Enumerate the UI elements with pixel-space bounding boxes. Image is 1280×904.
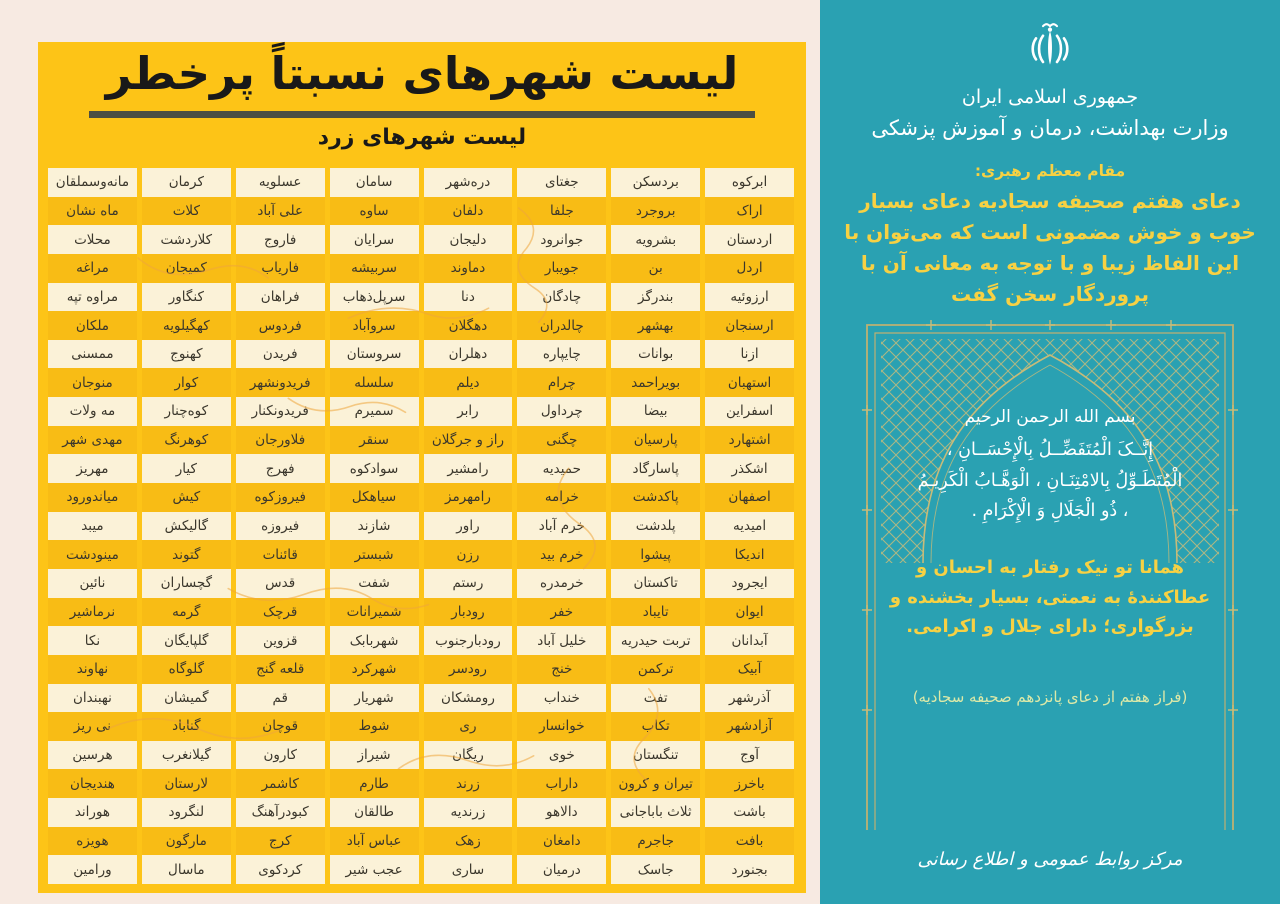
public-relations-footer: مرکز روابط عمومی و اطلاع رسانی	[917, 849, 1183, 870]
city-cell: قلعه گنج	[236, 655, 325, 684]
city-cell: آبدانان	[705, 626, 794, 655]
city-cell: هویزه	[48, 827, 137, 856]
prayer-line: إِنَّــکَ الْمُتَفَضِّــلُ بِالْإِحْسَــانِ ،	[946, 440, 1154, 460]
city-cell: شهریار	[330, 684, 419, 713]
city-cell: دهلران	[424, 340, 513, 369]
city-cell: نائین	[48, 569, 137, 598]
city-cell: راور	[424, 512, 513, 541]
city-cell: خرامه	[517, 483, 606, 512]
city-cell: اندیکا	[705, 540, 794, 569]
city-cell: سربیشه	[330, 254, 419, 283]
prayer-text-block	[861, 407, 1239, 706]
city-cell: نهبندان	[48, 684, 137, 713]
gov-name: جمهوری اسلامی ایران	[961, 86, 1139, 108]
city-cell: هندیجان	[48, 769, 137, 798]
city-cell: تفت	[611, 684, 700, 713]
city-cell: کیش	[142, 483, 231, 512]
city-cell: نی ریز	[48, 712, 137, 741]
city-cell: استهبان	[705, 368, 794, 397]
source-footnote: (فراز هفتم از دعای پانزدهم صحیفه سجادیه)	[912, 687, 1188, 706]
city-cell: هوراند	[48, 798, 137, 827]
city-cell: کارون	[236, 741, 325, 770]
city-cell: سوادکوه	[330, 454, 419, 483]
city-cell: رزن	[424, 540, 513, 569]
city-cell: چرداول	[517, 397, 606, 426]
city-cell: باشت	[705, 798, 794, 827]
city-cell: پلدشت	[611, 512, 700, 541]
city-cell: کهنوج	[142, 340, 231, 369]
city-cell: گرمه	[142, 598, 231, 627]
city-cell: سرایان	[330, 225, 419, 254]
city-cell: سروآباد	[330, 311, 419, 340]
city-cell: ورامین	[48, 855, 137, 884]
city-cell: قائنات	[236, 540, 325, 569]
city-cell: سرپل‌ذهاب	[330, 283, 419, 312]
city-cell: اراک	[705, 197, 794, 226]
city-cell: پاسارگاد	[611, 454, 700, 483]
city-cell: مراوه تپه	[48, 283, 137, 312]
city-cell: ری	[424, 712, 513, 741]
city-cell: گچساران	[142, 569, 231, 598]
city-cell: باخرز	[705, 769, 794, 798]
city-cell: اشتهارد	[705, 426, 794, 455]
city-cell: رامهرمز	[424, 483, 513, 512]
city-cell: گالیکش	[142, 512, 231, 541]
city-cell: خوانسار	[517, 712, 606, 741]
city-cell: ملکان	[48, 311, 137, 340]
city-cell: سیاهکل	[330, 483, 419, 512]
city-cell: کوار	[142, 368, 231, 397]
city-cell: قرچک	[236, 598, 325, 627]
city-cell: مه ولات	[48, 397, 137, 426]
city-cell: جویبار	[517, 254, 606, 283]
city-cell: دره‌شهر	[424, 168, 513, 197]
city-cell: ایوان	[705, 598, 794, 627]
city-cell: علی آباد	[236, 197, 325, 226]
city-cell: ساری	[424, 855, 513, 884]
city-table	[48, 168, 794, 884]
city-cell: مهدی شهر	[48, 426, 137, 455]
city-cell: گناباد	[142, 712, 231, 741]
city-cell: محلات	[48, 225, 137, 254]
city-cell: آبیک	[705, 655, 794, 684]
city-cell: دماوند	[424, 254, 513, 283]
city-cell: نکا	[48, 626, 137, 655]
city-cell: چایپاره	[517, 340, 606, 369]
city-cell: آوج	[705, 741, 794, 770]
city-cell: گمیشان	[142, 684, 231, 713]
city-cell: درمیان	[517, 855, 606, 884]
yellow-cities-panel	[38, 42, 806, 893]
city-cell: بهشهر	[611, 311, 700, 340]
city-cell: فلاورجان	[236, 426, 325, 455]
city-cell: رابر	[424, 397, 513, 426]
city-cell: زرندیه	[424, 798, 513, 827]
city-cell: طارم	[330, 769, 419, 798]
city-cell: شبستر	[330, 540, 419, 569]
city-cell: بن	[611, 254, 700, 283]
city-cell: هرسین	[48, 741, 137, 770]
city-cell: قدس	[236, 569, 325, 598]
city-cell: چگنی	[517, 426, 606, 455]
prayer-line: ، ذُو الْجَلَالِ وَ الْإِکْرَامِ .	[971, 501, 1129, 522]
city-cell: بندرگز	[611, 283, 700, 312]
city-cell: قم	[236, 684, 325, 713]
city-cell: پارسیان	[611, 426, 700, 455]
city-cell: ارزوئیه	[705, 283, 794, 312]
city-cell: اردستان	[705, 225, 794, 254]
city-cell: شوط	[330, 712, 419, 741]
city-cell: رستم	[424, 569, 513, 598]
city-cell: مراغه	[48, 254, 137, 283]
city-cell: دلفان	[424, 197, 513, 226]
prayer-line: الْمُتَطَـوِّلُ بِالامْتِنَـانِ ، الْوَهَّـابُ الْکَرِیـمُ	[917, 470, 1183, 491]
city-cell: فریدن	[236, 340, 325, 369]
city-cell: کوهرنگ	[142, 426, 231, 455]
city-cell: رودسر	[424, 655, 513, 684]
city-cell: داراب	[517, 769, 606, 798]
city-cell: تیران و کرون	[611, 769, 700, 798]
city-cell: ارسنجان	[705, 311, 794, 340]
city-cell: کبودرآهنگ	[236, 798, 325, 827]
title-divider	[89, 111, 755, 118]
city-cell: ثلاث باباجانی	[611, 798, 700, 827]
ministry-panel	[820, 0, 1280, 904]
city-cell: فراهان	[236, 283, 325, 312]
city-cell: منوجان	[48, 368, 137, 397]
city-cell: مانه‌وسملقان	[48, 168, 137, 197]
city-cell: گلپایگان	[142, 626, 231, 655]
city-cell: کلاردشت	[142, 225, 231, 254]
city-cell: فاریاب	[236, 254, 325, 283]
city-cell: مهریز	[48, 454, 137, 483]
city-cell: بافت	[705, 827, 794, 856]
city-cell: کردکوی	[236, 855, 325, 884]
city-cell: فریدونشهر	[236, 368, 325, 397]
city-cell: خرم آباد	[517, 512, 606, 541]
city-cell: کرج	[236, 827, 325, 856]
city-cell: عباس آباد	[330, 827, 419, 856]
yellow-list-subtitle: لیست شهرهای زرد	[317, 125, 527, 151]
city-cell: کوه‌چنار	[142, 397, 231, 426]
city-cell: چالدران	[517, 311, 606, 340]
city-cell: فهرج	[236, 454, 325, 483]
city-cell: فیروزه	[236, 512, 325, 541]
city-cell: خفر	[517, 598, 606, 627]
city-cell: تکاب	[611, 712, 700, 741]
city-cell: بردسکن	[611, 168, 700, 197]
city-cell: کرمان	[142, 168, 231, 197]
city-cell: نرماشیر	[48, 598, 137, 627]
city-cell: گیلانغرب	[142, 741, 231, 770]
city-cell: ماه نشان	[48, 197, 137, 226]
city-cell: کاشمر	[236, 769, 325, 798]
city-cell: مارگون	[142, 827, 231, 856]
city-cell: کمیجان	[142, 254, 231, 283]
city-cell: خنج	[517, 655, 606, 684]
city-cell: ترکمن	[611, 655, 700, 684]
city-cell: فاروج	[236, 225, 325, 254]
city-cell: سمیرم	[330, 397, 419, 426]
city-cell: کنگاور	[142, 283, 231, 312]
city-cell: بجنورد	[705, 855, 794, 884]
city-cell: خرمدره	[517, 569, 606, 598]
city-cell: لنگرود	[142, 798, 231, 827]
city-cell: خرم بید	[517, 540, 606, 569]
city-cell: عجب شیر	[330, 855, 419, 884]
city-cell: کیار	[142, 454, 231, 483]
city-cell: عسلویه	[236, 168, 325, 197]
city-cell: طالقان	[330, 798, 419, 827]
city-cell: اردل	[705, 254, 794, 283]
city-cell: کلات	[142, 197, 231, 226]
city-cell: امیدیه	[705, 512, 794, 541]
city-cell: خوی	[517, 741, 606, 770]
city-cell: ازنا	[705, 340, 794, 369]
city-cell: رودبار	[424, 598, 513, 627]
city-cell: شمیرانات	[330, 598, 419, 627]
city-cell: زهک	[424, 827, 513, 856]
city-cell: دنا	[424, 283, 513, 312]
city-cell: سامان	[330, 168, 419, 197]
city-cell: چرام	[517, 368, 606, 397]
city-cell: بشرویه	[611, 225, 700, 254]
city-cell: دامغان	[517, 827, 606, 856]
prayer-arabic	[861, 435, 1239, 527]
city-cell: پاکدشت	[611, 483, 700, 512]
city-cell: ساوه	[330, 197, 419, 226]
city-cell: جاسک	[611, 855, 700, 884]
bismillah-line: بسم الله الرحمن الرحیم	[964, 407, 1136, 427]
city-cell: شهرکرد	[330, 655, 419, 684]
city-cell: تربت حیدریه	[611, 626, 700, 655]
city-cell: جلفا	[517, 197, 606, 226]
city-cell: چادگان	[517, 283, 606, 312]
city-cell: فردوس	[236, 311, 325, 340]
leader-quote: دعای هفتم صحیفه سجادیه دعای بسیار خوب و خوش مضمونی است که می‌توان با این الفاظ زیبا و با توجه به معانی آن با پروردگار سخن گفت	[844, 189, 1256, 306]
city-cell: دهگلان	[424, 311, 513, 340]
city-cell: حمیدیه	[517, 454, 606, 483]
city-cell: بیضا	[611, 397, 700, 426]
city-cell: سروستان	[330, 340, 419, 369]
city-cell: دیلم	[424, 368, 513, 397]
prayer-frame	[861, 315, 1239, 830]
city-cell: فریدونکنار	[236, 397, 325, 426]
city-cell: جغتای	[517, 168, 606, 197]
city-cell: دلیجان	[424, 225, 513, 254]
city-cell: تاکستان	[611, 569, 700, 598]
city-cell: لارستان	[142, 769, 231, 798]
city-cell: شیراز	[330, 741, 419, 770]
leader-label: مقام معظم رهبری:	[974, 162, 1126, 180]
city-cell: میبد	[48, 512, 137, 541]
city-cell: جاجرم	[611, 827, 700, 856]
city-cell: اصفهان	[705, 483, 794, 512]
city-cell: ممسنی	[48, 340, 137, 369]
city-cell: گتوند	[142, 540, 231, 569]
city-cell: اشکذر	[705, 454, 794, 483]
city-cell: ریگان	[424, 741, 513, 770]
prayer-translation: همانا تو نیک رفتار به احسان و عطاکنندهٔ به نعمتی، بسیار بخشنده و بزرگواری؛ دارای جلال و اکرامی.	[889, 556, 1211, 638]
city-cell: آذرشهر	[705, 684, 794, 713]
city-cell: مینودشت	[48, 540, 137, 569]
city-cell: قزوین	[236, 626, 325, 655]
city-cell: رودبارجنوب	[424, 626, 513, 655]
city-cell: ایجرود	[705, 569, 794, 598]
city-cell: شفت	[330, 569, 419, 598]
city-cell: گلوگاه	[142, 655, 231, 684]
city-cell: خنداب	[517, 684, 606, 713]
city-cell: بوانات	[611, 340, 700, 369]
city-cell: سلسله	[330, 368, 419, 397]
city-cell: شهربابک	[330, 626, 419, 655]
city-cell: بروجرد	[611, 197, 700, 226]
city-cell: راز و جرگلان	[424, 426, 513, 455]
ministry-name: وزارت بهداشت، درمان و آموزش پزشکی	[871, 116, 1229, 140]
city-cell: ماسال	[142, 855, 231, 884]
city-cell: جوانرود	[517, 225, 606, 254]
city-cell: دالاهو	[517, 798, 606, 827]
city-cell: قوچان	[236, 712, 325, 741]
city-cell: رومشکان	[424, 684, 513, 713]
city-cell: بویراحمد	[611, 368, 700, 397]
city-cell: فیروزکوه	[236, 483, 325, 512]
city-cell: اسفراین	[705, 397, 794, 426]
city-cell: زرند	[424, 769, 513, 798]
city-cell: خلیل آباد	[517, 626, 606, 655]
city-cell: سنقر	[330, 426, 419, 455]
city-cell: نهاوند	[48, 655, 137, 684]
city-cell: آزادشهر	[705, 712, 794, 741]
city-cell: تنگستان	[611, 741, 700, 770]
city-cell: شازند	[330, 512, 419, 541]
page-title: لیست شهرهای نسبتاً پرخطر	[105, 47, 739, 100]
city-cell: ابرکوه	[705, 168, 794, 197]
city-cell: رامشیر	[424, 454, 513, 483]
iran-emblem-icon	[1022, 20, 1078, 76]
city-cell: تایباد	[611, 598, 700, 627]
city-cell: میاندورود	[48, 483, 137, 512]
city-cell: کهگیلویه	[142, 311, 231, 340]
city-cell: پیشوا	[611, 540, 700, 569]
